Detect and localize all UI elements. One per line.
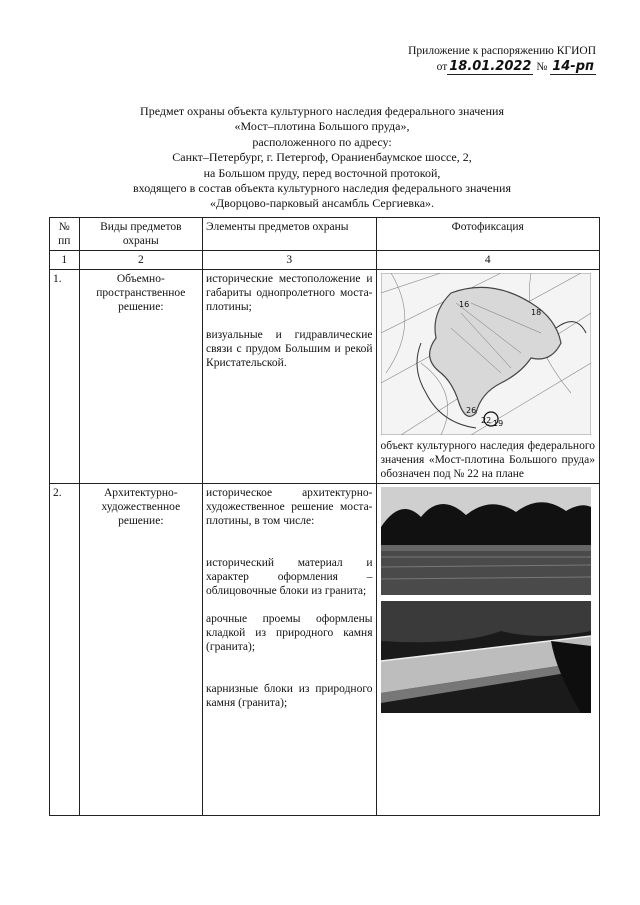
handwritten-date: 18.01.2022	[449, 59, 532, 74]
title-line: расположенного по адресу:	[252, 134, 392, 149]
table-header-row	[50, 218, 600, 251]
element-item: исторический материал и характер оформления – облицовочные блоки из гранита;	[206, 557, 373, 597]
title-line: «Дворцово-парковый ансамбль Сергиевка».	[209, 196, 435, 211]
title-line: входящего в состав объекта культурного наследия федерального значения	[133, 181, 511, 196]
appendix-line: Приложение к распоряжению КГИОП	[408, 45, 596, 57]
row-elements	[203, 270, 376, 484]
map-label: 19	[492, 419, 503, 428]
col-index: 4	[376, 251, 599, 270]
header-kind: Виды предметов охраны	[79, 218, 202, 251]
appendix-date-line	[376, 59, 596, 75]
map-label: 18	[530, 308, 541, 317]
col-index: 1	[50, 251, 80, 270]
element-item: арочные проемы оформлены кладкой из природного камня (гранита);	[206, 613, 373, 653]
row-kind: Объемно-пространственное решение:	[79, 270, 202, 484]
map-label: 16	[458, 300, 469, 309]
photo-cell	[376, 270, 599, 484]
element-item: историческое архитектурно-художественное решение моста-плотины, в том числе:	[206, 487, 373, 527]
map-label: 26	[465, 406, 476, 415]
title-line: Предмет охраны объекта культурного наследия федерального значения	[140, 104, 504, 118]
handwritten-number: 14-рп	[552, 59, 594, 74]
col-index: 3	[203, 251, 376, 270]
appendix-header	[376, 44, 596, 75]
row-number: 2.	[50, 484, 80, 816]
header-elements: Элементы предметов охраны	[203, 218, 376, 251]
from-label: от	[436, 61, 448, 73]
col-index: 2	[79, 251, 202, 270]
column-number-row	[50, 251, 600, 270]
bridge-photo-1	[381, 487, 591, 595]
header-number: № пп	[50, 218, 80, 251]
title-line: на Большом пруду, перед восточной протокой,	[203, 165, 441, 180]
element-item: визуальные и гидравлические связи с прудом Большим и рекой Кристательской.	[206, 329, 373, 369]
map-label-object-22: 22	[480, 416, 491, 425]
photo-cell	[376, 484, 599, 816]
plan-map-image	[381, 273, 591, 435]
row-number: 1.	[50, 270, 80, 484]
protection-table	[49, 217, 600, 816]
element-item: карнизные блоки из природного камня (гранита);	[206, 683, 373, 709]
table-row	[50, 484, 600, 816]
title-line: Санкт–Петербург, г. Петергоф, Ораниенбаумское шоссе, 2,	[172, 150, 472, 165]
title-line: «Мост–плотина Большого пруда»,	[234, 119, 410, 134]
bridge-photo-2	[381, 601, 591, 713]
row-kind: Архитектурно-художественное решение:	[79, 484, 202, 816]
map-caption: объект культурного наследия федерального значения «Мост-плотина Большого пруда» обозначен под № 22 на плане	[380, 440, 595, 480]
table-row	[50, 270, 600, 484]
element-item: исторические местоположение и габариты однопролетного моста-плотины;	[206, 273, 373, 313]
header-photo: Фотофиксация	[376, 218, 599, 251]
number-sign: №	[536, 61, 548, 73]
row-elements	[203, 484, 376, 816]
document-title	[60, 104, 584, 212]
